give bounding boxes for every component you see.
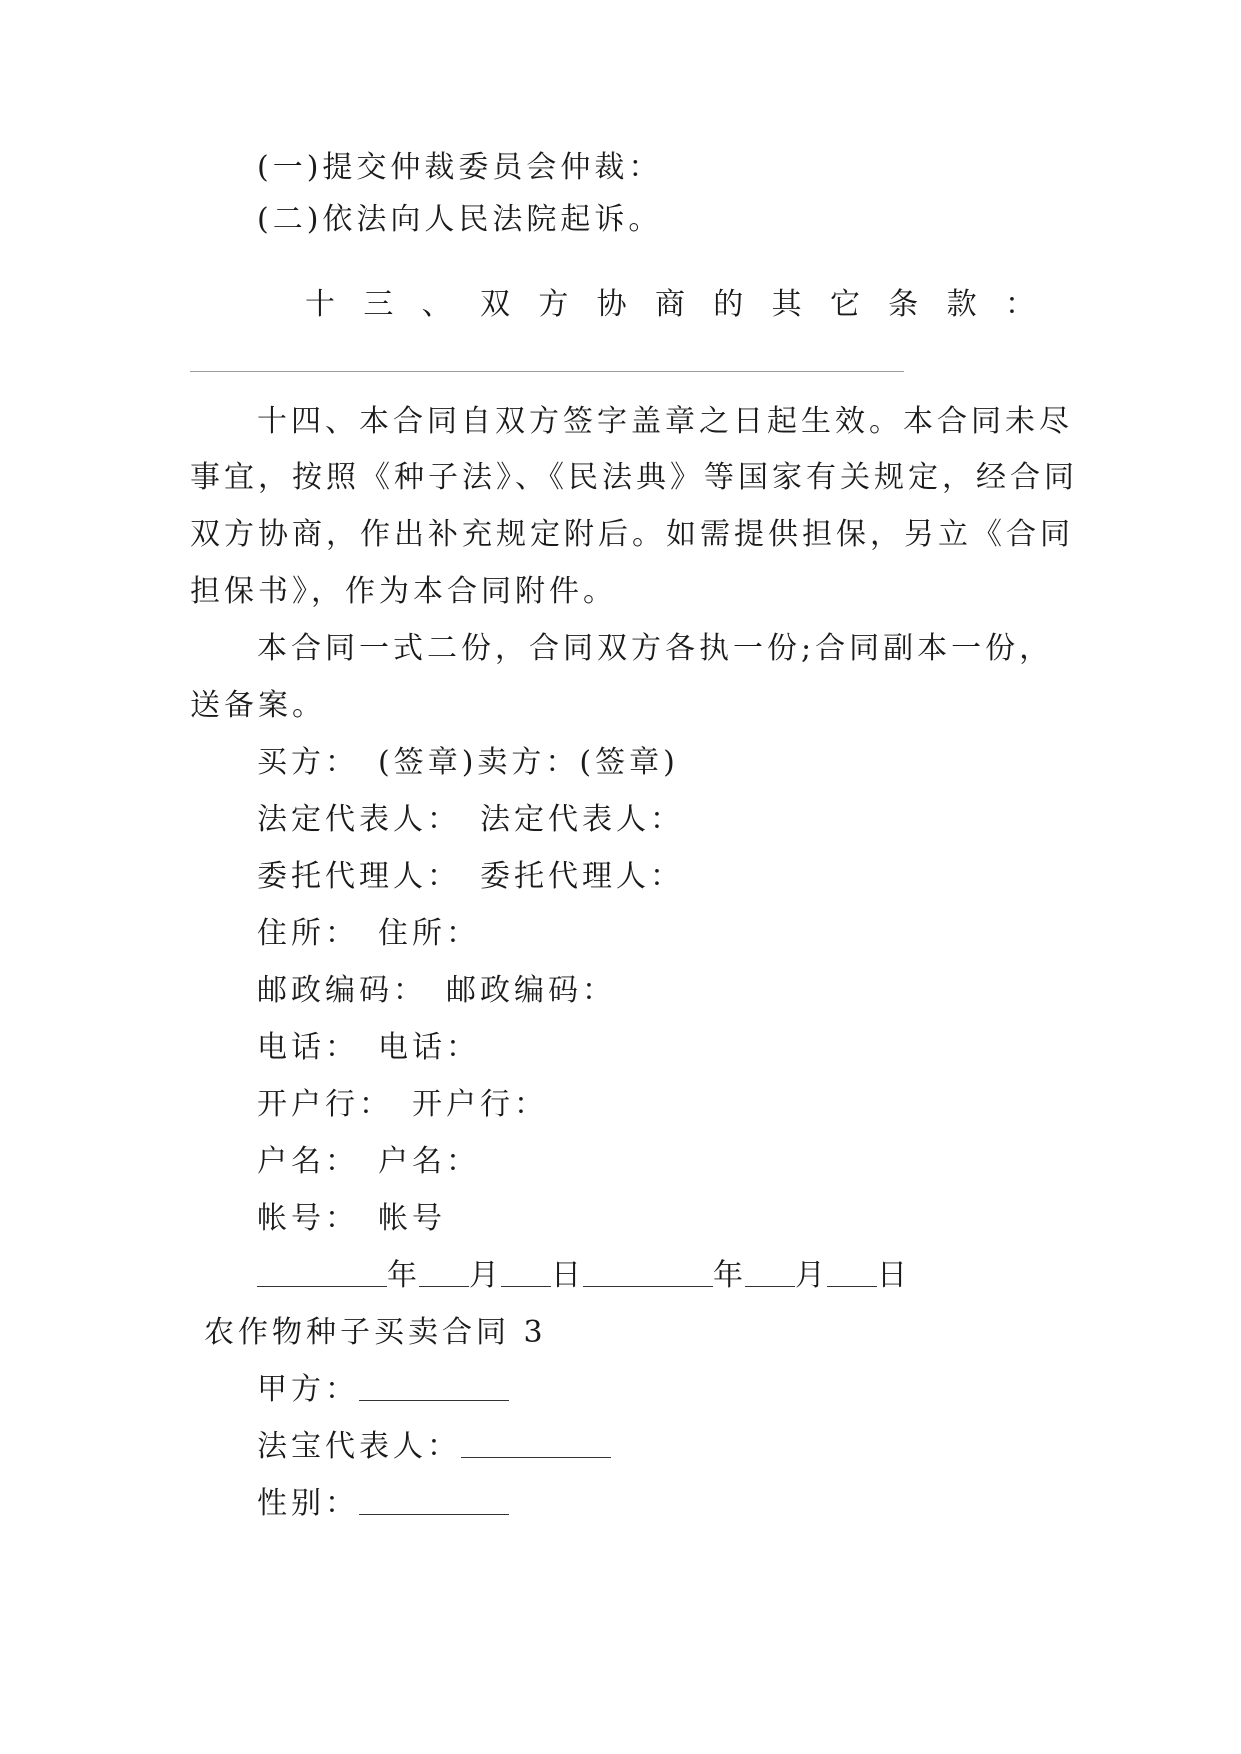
seller-month-blank[interactable]	[745, 1260, 795, 1287]
clause-13-blank-line	[190, 371, 904, 372]
legal-rep-label: 法宝代表人：	[257, 1429, 461, 1464]
clause-13-char: 其	[771, 287, 802, 322]
party-a-label: 甲方：	[257, 1372, 359, 1407]
clause-13-char: 十	[305, 287, 335, 322]
seller-month-label: 月	[795, 1258, 827, 1293]
contract-3-title: 农作物种子买卖合同 3	[204, 1315, 547, 1350]
gender-label: 性别：	[257, 1486, 359, 1521]
clause-14-line-2: 事宜，按照《种子法》、《民法典》等国家有关规定，经合同	[190, 460, 1078, 495]
signature-phone: 电话： 电话：	[257, 1030, 480, 1065]
signature-parties: 买方： (签章)卖方：(签章)	[257, 745, 679, 780]
buyer-year-blank[interactable]	[257, 1260, 387, 1287]
legal-rep-blank[interactable]	[461, 1431, 611, 1458]
gender-line	[257, 1484, 509, 1524]
seller-year-blank[interactable]	[583, 1260, 713, 1287]
party-a-blank[interactable]	[359, 1374, 509, 1401]
clause-13-char: 、	[421, 287, 452, 322]
seller-year-label: 年	[713, 1258, 745, 1293]
clause-13-char: 条	[888, 287, 919, 322]
gender-blank[interactable]	[359, 1488, 509, 1515]
signature-account-name: 户名： 户名：	[257, 1144, 480, 1179]
signature-postcode: 邮政编码： 邮政编码：	[257, 973, 616, 1008]
arbitration-item-1: (一)提交仲裁委员会仲裁：	[257, 150, 663, 185]
buyer-day-label: 日	[551, 1258, 583, 1293]
signature-address: 住所： 住所：	[257, 916, 480, 951]
signature-account-no: 帐号： 帐号	[257, 1201, 446, 1236]
copies-line-2: 送备案。	[190, 688, 326, 723]
clause-13-char: 的	[713, 287, 744, 322]
clause-14-line-1: 十四、本合同自双方签字盖章之日起生效。本合同未尽	[257, 404, 1073, 439]
clause-13-char: 商	[654, 287, 685, 322]
clause-13-char: 它	[829, 287, 860, 322]
clause-13-char: 双	[479, 287, 510, 322]
clause-13-char: 方	[538, 287, 569, 322]
buyer-month-label: 月	[469, 1258, 501, 1293]
clause-13-char: 款	[946, 287, 977, 322]
arbitration-item-2: (二)依法向人民法院起诉。	[257, 202, 663, 237]
buyer-year-label: 年	[387, 1258, 419, 1293]
clause-14-line-4: 担保书》，作为本合同附件。	[190, 574, 617, 609]
buyer-month-blank[interactable]	[419, 1260, 469, 1287]
buyer-day-blank[interactable]	[501, 1260, 551, 1287]
signature-bank: 开户行： 开户行：	[257, 1087, 548, 1122]
clause-13-char: ：	[1004, 287, 1035, 322]
signature-agent: 委托代理人： 委托代理人：	[257, 859, 684, 894]
party-a-line	[257, 1370, 509, 1410]
copies-line-1: 本合同一式二份，合同双方各执一份;合同副本一份，	[257, 631, 1054, 666]
signature-legal-rep: 法定代表人： 法定代表人：	[257, 802, 684, 837]
signing-date-line	[257, 1256, 909, 1296]
clause-13-heading	[305, 285, 1035, 325]
clause-13-char: 协	[596, 287, 627, 322]
clause-13-char: 三	[363, 287, 394, 322]
clause-14-line-3: 双方协商，作出补充规定附后。如需提供担保，另立《合同	[190, 517, 1074, 552]
legal-rep-line	[257, 1427, 611, 1467]
seller-day-label: 日	[877, 1258, 909, 1293]
seller-day-blank[interactable]	[827, 1260, 877, 1287]
